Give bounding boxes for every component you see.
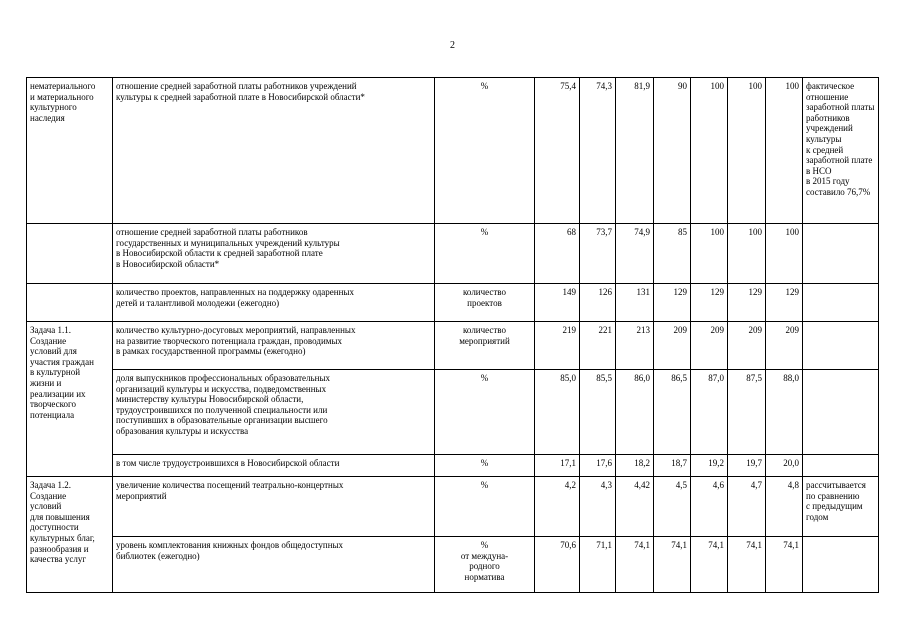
unit-line: количество [463, 325, 506, 335]
unit-cell [435, 322, 535, 370]
note-cell: рассчитывается по сравнению с предыдущим годом [803, 477, 879, 537]
value-cell: 74,1 [728, 537, 766, 593]
table-row [27, 370, 879, 455]
value-cell: 18,7 [654, 455, 691, 477]
value-cell: 4,3 [580, 477, 616, 537]
unit-line: родного [469, 561, 500, 572]
value-cell: 74,9 [616, 224, 654, 284]
value-cell: 126 [580, 284, 616, 322]
indicator-cell: отношение средней заработной платы работников государственных и муниципальных учреждений культуры в Новосибирской области к средней заработной плате в Новосибирской области* [113, 224, 435, 284]
value-cell: 87,0 [691, 370, 728, 455]
value-cell: 75,4 [535, 78, 580, 224]
value-cell: 100 [691, 78, 728, 224]
unit-line: мероприятий [459, 335, 510, 346]
unit-line: % [480, 480, 489, 490]
value-cell: 100 [728, 224, 766, 284]
indicator-cell: доля выпускников профессиональных образовательных организаций культуры и искусства, подведомственных министерству культуры Новосибирской области, трудоустроившихся по полученной специальности или поступивших в образовательные организации высшего образования культуры и искусства [113, 370, 435, 455]
value-cell: 85,5 [580, 370, 616, 455]
page-number: 2 [450, 40, 455, 51]
indicators-table [26, 77, 879, 593]
value-cell: 100 [728, 78, 766, 224]
value-cell: 129 [691, 284, 728, 322]
value-cell: 4,5 [654, 477, 691, 537]
task-cell: нематериального и материального культурного наследия [27, 78, 113, 224]
unit-cell [435, 284, 535, 322]
table-row [27, 477, 879, 537]
value-cell: 100 [766, 78, 803, 224]
task-cell: Задача 1.2. Создание условий для повышения доступности культурных благ, разнообразия и качества услуг [27, 477, 113, 593]
note-cell [803, 322, 879, 370]
value-cell: 74,3 [580, 78, 616, 224]
value-cell: 100 [691, 224, 728, 284]
unit-cell [435, 224, 535, 284]
value-cell: 71,1 [580, 537, 616, 593]
value-cell: 17,1 [535, 455, 580, 477]
indicator-cell: в том числе трудоустроившихся в Новосибирской области [113, 455, 435, 477]
indicator-cell: увеличение количества посещений театрально-концертных мероприятий [113, 477, 435, 537]
task-cell [27, 284, 113, 322]
note-cell [803, 537, 879, 593]
value-cell: 4,2 [535, 477, 580, 537]
value-cell: 74,1 [766, 537, 803, 593]
task-cell: Задача 1.1. Создание условий для участия граждан в культурной жизни и реализации их творческого потенциала [27, 322, 113, 477]
unit-line: количество [463, 287, 506, 297]
value-cell: 4,8 [766, 477, 803, 537]
value-cell: 87,5 [728, 370, 766, 455]
value-cell: 4,42 [616, 477, 654, 537]
value-cell: 4,6 [691, 477, 728, 537]
value-cell: 129 [766, 284, 803, 322]
value-cell: 129 [728, 284, 766, 322]
value-cell: 74,1 [691, 537, 728, 593]
unit-line: % [480, 373, 489, 383]
note-cell [803, 455, 879, 477]
table-row [27, 224, 879, 284]
value-cell: 73,7 [580, 224, 616, 284]
indicator-cell: уровень комплектования книжных фондов общедоступных библиотек (ежегодно) [113, 537, 435, 593]
table-row [27, 537, 879, 593]
indicator-cell: количество проектов, направленных на поддержку одаренных детей и талантливой молодежи (ежегодно) [113, 284, 435, 322]
value-cell: 86,5 [654, 370, 691, 455]
unit-line: % [480, 540, 489, 550]
value-cell: 131 [616, 284, 654, 322]
unit-cell [435, 455, 535, 477]
value-cell: 70,6 [535, 537, 580, 593]
unit-cell [435, 370, 535, 455]
value-cell: 149 [535, 284, 580, 322]
indicator-cell: количество культурно-досуговых мероприятий, направленных на развитие творческого потенциала граждан, проводимых в рамках государственной программы (ежегодно) [113, 322, 435, 370]
unit-line: % [480, 458, 489, 468]
note-cell [803, 284, 879, 322]
value-cell: 19,7 [728, 455, 766, 477]
unit-line: проектов [467, 297, 502, 308]
value-cell: 68 [535, 224, 580, 284]
value-cell: 20,0 [766, 455, 803, 477]
value-cell: 74,1 [616, 537, 654, 593]
value-cell: 19,2 [691, 455, 728, 477]
value-cell: 209 [691, 322, 728, 370]
value-cell: 100 [766, 224, 803, 284]
unit-cell [435, 537, 535, 593]
note-cell [803, 370, 879, 455]
unit-cell [435, 78, 535, 224]
value-cell: 209 [654, 322, 691, 370]
unit-line: от междуна- [460, 550, 509, 561]
value-cell: 129 [654, 284, 691, 322]
value-cell: 88,0 [766, 370, 803, 455]
task-cell [27, 224, 113, 284]
table-row [27, 455, 879, 477]
unit-line: % [480, 227, 489, 237]
note-cell: фактическое отношение заработной платы работников учреждений культуры к средней заработной плате в НСО в 2015 году составило 76,7% [803, 78, 879, 224]
unit-line: норматива [464, 571, 505, 582]
value-cell: 85 [654, 224, 691, 284]
table-row [27, 78, 879, 224]
value-cell: 81,9 [616, 78, 654, 224]
value-cell: 209 [728, 322, 766, 370]
value-cell: 213 [616, 322, 654, 370]
value-cell: 86,0 [616, 370, 654, 455]
value-cell: 209 [766, 322, 803, 370]
value-cell: 4,7 [728, 477, 766, 537]
value-cell: 74,1 [654, 537, 691, 593]
value-cell: 90 [654, 78, 691, 224]
value-cell: 18,2 [616, 455, 654, 477]
value-cell: 17,6 [580, 455, 616, 477]
value-cell: 219 [535, 322, 580, 370]
table-row [27, 322, 879, 370]
value-cell: 85,0 [535, 370, 580, 455]
unit-cell [435, 477, 535, 537]
note-cell [803, 224, 879, 284]
table-row [27, 284, 879, 322]
value-cell: 221 [580, 322, 616, 370]
unit-line: % [480, 81, 489, 91]
indicator-cell: отношение средней заработной платы работников учреждений культуры к средней заработной плате в Новосибирской области* [113, 78, 435, 224]
